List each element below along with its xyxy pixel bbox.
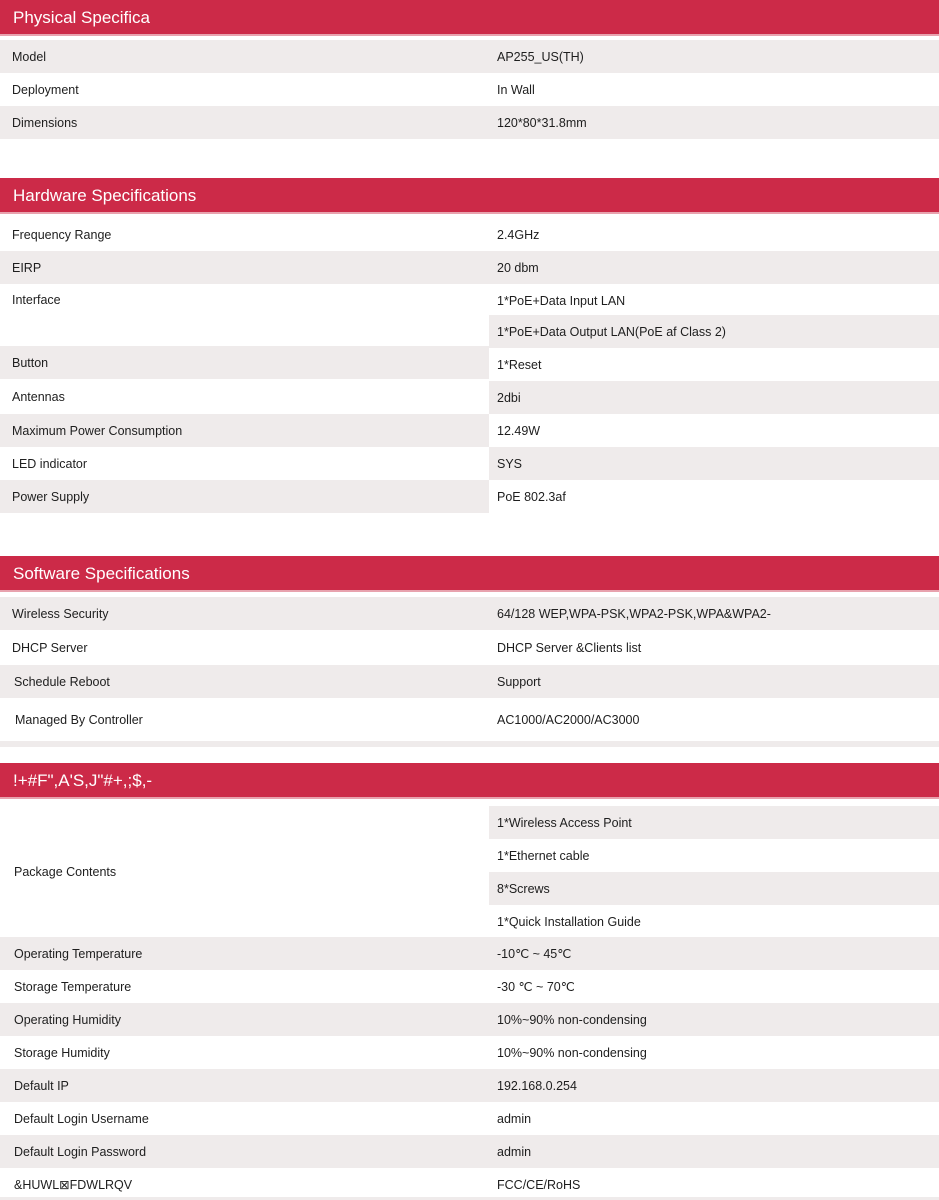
spec-label-antennas: Antennas <box>0 379 489 415</box>
spec-label: Managed By Controller <box>15 713 143 727</box>
spec-value: admin <box>497 1144 532 1159</box>
section-title: !+#F",A'S,J"#+,;$,- <box>13 771 153 790</box>
spec-row-default-ip <box>0 1069 939 1102</box>
spec-label: Default IP <box>14 1078 69 1093</box>
spec-value: 10%~90% non-condensing <box>497 1045 647 1060</box>
section-divider <box>0 741 939 747</box>
spec-value: admin <box>497 1111 532 1126</box>
spec-label-max-power: Maximum Power Consumption <box>0 414 489 447</box>
spec-label: Model <box>12 49 47 64</box>
spec-label: Frequency Range <box>12 227 112 242</box>
spec-value-power-supply: PoE 802.3af <box>489 480 939 513</box>
package-item: 1*Quick Installation Guide <box>489 905 939 938</box>
spec-row-storage-temp <box>0 970 939 1003</box>
spec-label: Wireless Security <box>12 606 109 621</box>
spec-label: Schedule Reboot <box>14 674 110 689</box>
spec-value: -30 ℃ ~ 70℃ <box>497 980 575 994</box>
spec-row-managed-by-controller <box>0 699 939 741</box>
spec-row-default-username <box>0 1102 939 1135</box>
section-title: Physical Specifica <box>13 8 151 27</box>
spec-label: Storage Temperature <box>14 979 132 994</box>
spec-value: FCC/CE/RoHS <box>497 1177 581 1192</box>
spec-value: AC1000/AC2000/AC3000 <box>497 713 640 727</box>
spec-value: 120*80*31.8mm <box>497 115 587 130</box>
spec-row-deployment <box>0 73 939 106</box>
section-title: Software Specifications <box>13 564 190 583</box>
section-title: Hardware Specifications <box>13 186 197 205</box>
spec-value: DHCP Server &Clients list <box>497 640 642 655</box>
spec-label: EIRP <box>12 260 42 275</box>
spec-label: &HUWL⊠FDWLRQV <box>14 1178 133 1192</box>
spec-label-button: Button <box>0 346 489 379</box>
spec-row-certifications <box>0 1168 939 1200</box>
hardware-spec-header <box>0 178 939 214</box>
spec-label: Default Login Username <box>14 1111 149 1126</box>
spec-label-led: LED indicator <box>0 447 489 480</box>
spec-label: Operating Temperature <box>14 946 143 961</box>
other-spec-header <box>0 763 939 799</box>
software-spec-header <box>0 556 939 592</box>
spec-row-operating-humidity <box>0 1003 939 1036</box>
spec-row-dhcp <box>0 631 939 664</box>
spec-value: 64/128 WEP,WPA-PSK,WPA2-PSK,WPA&WPA2- <box>497 606 771 621</box>
package-item: 8*Screws <box>489 872 939 905</box>
package-item: 1*Wireless Access Point <box>489 806 939 839</box>
spec-row-schedule-reboot <box>0 665 939 698</box>
spec-value: 2.4GHz <box>497 227 540 242</box>
spec-label: Storage Humidity <box>14 1045 110 1060</box>
spec-value: AP255_US(TH) <box>497 49 584 64</box>
spec-row-dimensions <box>0 106 939 139</box>
spec-row-default-password <box>0 1135 939 1168</box>
spec-label-interface: Interface <box>0 284 489 346</box>
spec-value-interface-input: 1*PoE+Data Input LAN <box>489 284 939 317</box>
spec-label: Dimensions <box>12 115 78 130</box>
spec-value: Support <box>497 674 541 689</box>
spec-label-package-contents: Package Contents <box>0 806 489 937</box>
spec-value-led: SYS <box>489 447 939 480</box>
spec-row-operating-temp <box>0 937 939 970</box>
spec-value: In Wall <box>497 82 535 97</box>
spec-label: Default Login Password <box>14 1144 147 1159</box>
spec-value: -10℃ ~ 45℃ <box>497 947 572 961</box>
spec-row-frequency <box>0 218 939 251</box>
spec-value-antennas: 2dbi <box>489 381 939 414</box>
spec-row-model <box>0 40 939 73</box>
spec-value-button: 1*Reset <box>489 348 939 381</box>
spec-value: 192.168.0.254 <box>497 1078 577 1093</box>
package-item: 1*Ethernet cable <box>489 839 939 872</box>
spec-row-eirp <box>0 251 939 284</box>
spec-value: 20 dbm <box>497 260 539 275</box>
spec-value-interface-output: 1*PoE+Data Output LAN(PoE af Class 2) <box>489 315 939 348</box>
spec-label: DHCP Server <box>12 640 88 655</box>
spec-value: 10%~90% non-condensing <box>497 1012 647 1027</box>
spec-label-power-supply: Power Supply <box>0 480 489 513</box>
physical-spec-header <box>0 0 939 36</box>
spec-row-wireless-security <box>0 597 939 630</box>
spec-value-max-power: 12.49W <box>489 414 939 447</box>
spec-row-storage-humidity <box>0 1036 939 1069</box>
spec-label: Operating Humidity <box>14 1012 121 1027</box>
spec-label: Deployment <box>12 82 79 97</box>
